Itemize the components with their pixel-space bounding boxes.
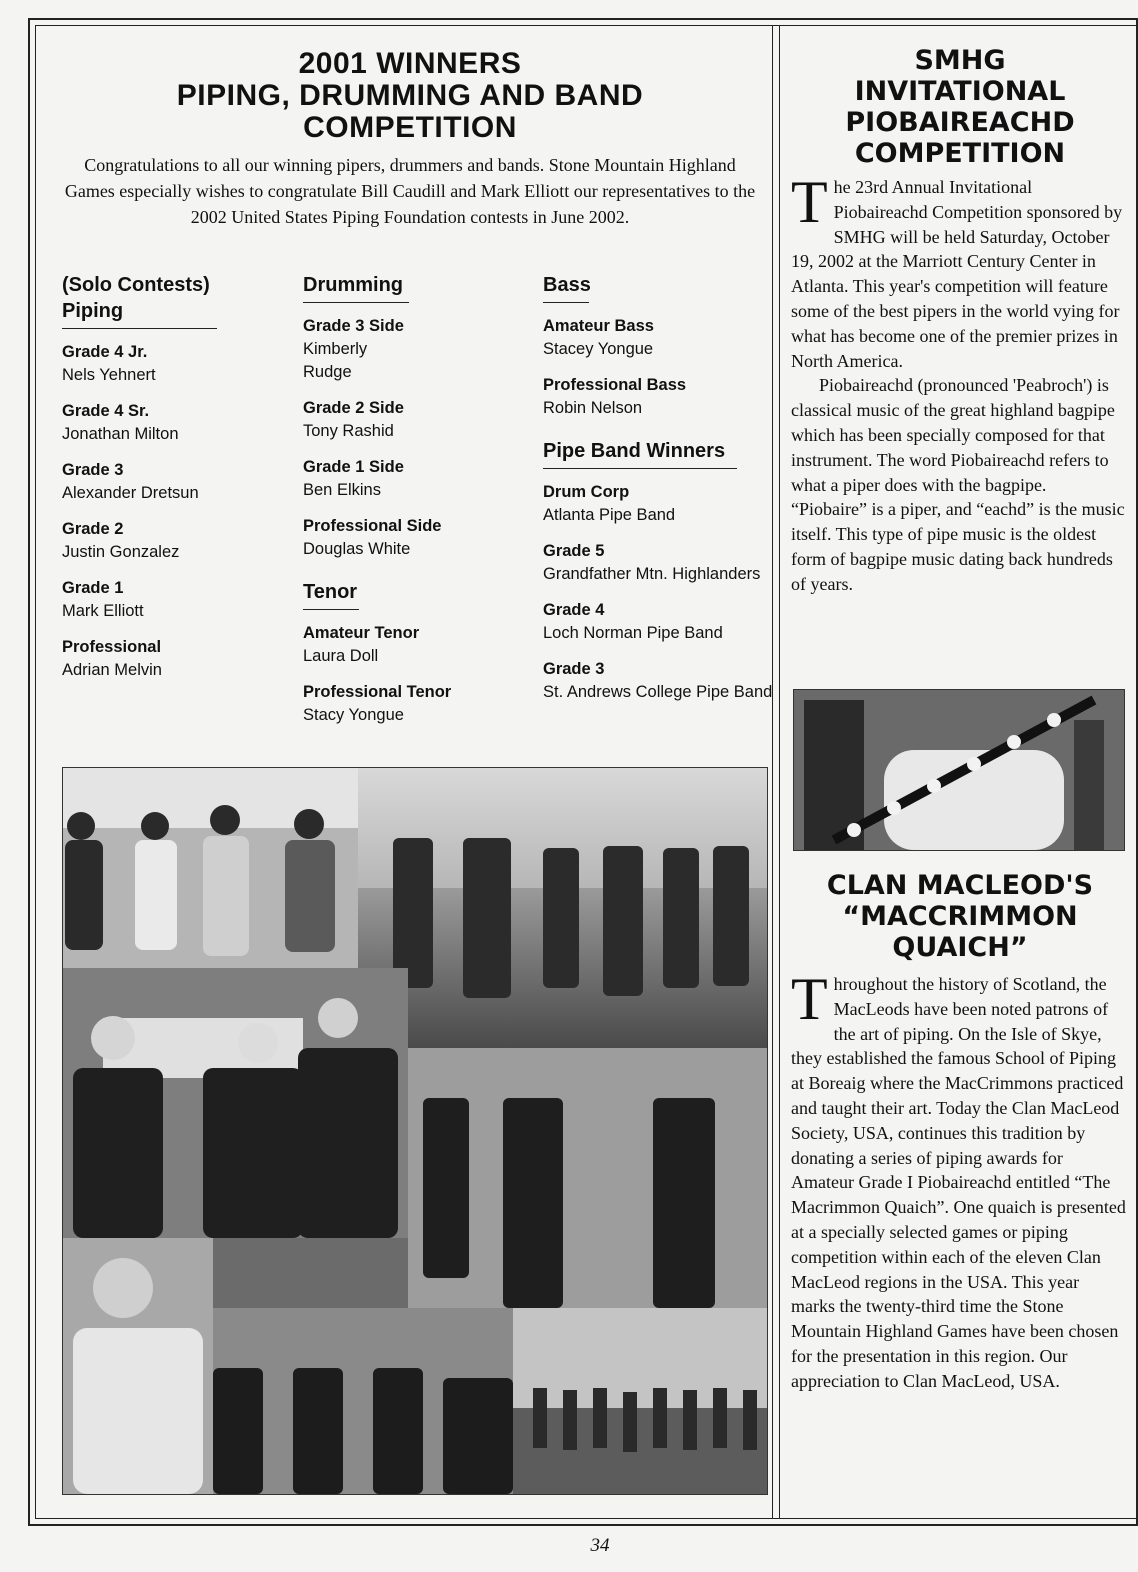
bass-entry xyxy=(543,374,737,420)
piping-grade: Professional xyxy=(62,638,162,656)
clan-macleod-title xyxy=(795,870,1125,963)
smhg-title-line3: PIOBAIREACHD xyxy=(845,107,1075,138)
column-divider-2 xyxy=(779,25,780,1519)
tenor-heading: Tenor xyxy=(303,579,359,610)
clan-dropcap: T xyxy=(791,966,828,1032)
piping-winner: Nels Yehnert xyxy=(62,366,156,384)
drumming-heading: Drumming xyxy=(303,272,409,303)
drumming-winner: Kimberly Rudge xyxy=(303,340,368,381)
piping-winner: Alexander Dretsun xyxy=(62,484,199,502)
smhg-paragraph-1 xyxy=(791,169,1126,373)
piping-entry xyxy=(62,341,217,387)
drumming-entry xyxy=(303,456,409,502)
drumming-winner: Tony Rashid xyxy=(303,422,394,440)
pipe-band-entry xyxy=(543,540,761,586)
drumming-grade: Grade 2 Side xyxy=(303,399,404,417)
bass-heading: Bass xyxy=(543,272,589,303)
pipe-band-entry xyxy=(543,481,737,527)
piping-heading xyxy=(62,272,217,329)
page-number: 34 xyxy=(590,1535,610,1556)
column-divider xyxy=(772,25,773,1519)
clan-title-line1: CLAN MACLEOD'S xyxy=(826,870,1094,901)
drumming-grade: Grade 1 Side xyxy=(303,458,404,476)
clan-title-line3: QUAICH” xyxy=(892,932,1028,963)
bass-winner: Stacey Yongue xyxy=(543,340,654,358)
bagpipe-photo xyxy=(793,689,1125,851)
piping-entry xyxy=(62,518,217,564)
drumming-entry xyxy=(303,397,409,443)
piping-winner: Adrian Melvin xyxy=(62,661,162,679)
smhg-article xyxy=(791,169,1126,597)
games-photo-collage xyxy=(62,767,768,1495)
piping-heading-line1: (Solo Contests) xyxy=(62,274,210,296)
bagpipe-photo-image xyxy=(794,690,1124,850)
drumming-grade: Professional Side xyxy=(303,517,442,535)
clan-paragraph-1 xyxy=(791,966,1126,1394)
pipe-band-grade: Grade 3 xyxy=(543,660,605,678)
bass-winner: Robin Nelson xyxy=(543,399,643,417)
piping-grade: Grade 4 Sr. xyxy=(62,402,150,420)
winners-title xyxy=(60,48,760,144)
smhg-title xyxy=(795,45,1125,169)
smhg-title-line1: SMHG xyxy=(914,45,1006,76)
smhg-title-line4: COMPETITION xyxy=(854,138,1066,169)
drumming-entry xyxy=(303,315,409,384)
bass-grade: Professional Bass xyxy=(543,376,687,394)
pipe-band-grade: Drum Corp xyxy=(543,483,630,501)
bass-column xyxy=(543,272,773,717)
piping-grade: Grade 4 Jr. xyxy=(62,343,148,361)
winners-title-line3: COMPETITION xyxy=(303,111,517,144)
pipe-band-entry xyxy=(543,599,737,645)
pipe-band-entry xyxy=(543,658,773,704)
pipe-band-grade: Grade 5 xyxy=(543,542,605,560)
tenor-winner: Stacy Yongue xyxy=(303,706,404,724)
tenor-grade: Amateur Tenor xyxy=(303,624,420,642)
winners-title-line2: PIPING, DRUMMING AND BAND xyxy=(176,79,644,112)
pipe-band-heading: Pipe Band Winners xyxy=(543,438,737,469)
pipe-band-grade: Grade 4 xyxy=(543,601,605,619)
piping-winner: Mark Elliott xyxy=(62,602,144,620)
pipe-band-winner: Loch Norman Pipe Band xyxy=(543,624,723,642)
winners-intro: Congratulations to all our winning pipers, drummers and bands. Stone Mountain Highland Games especially wishes to congratulate Bill Caudill and Mark Elliott our representatives to the 2002 United States Piping Foundation contests in June 2002. xyxy=(64,155,756,227)
piping-entry xyxy=(62,400,217,446)
piping-winner: Jonathan Milton xyxy=(62,425,179,443)
smhg-paragraph-2: Piobaireachd (pronounced 'Peabroch') is classical music of the great highland bagpipe which has been specially composed for that instrument. The word Piobaireachd refers to what a piper does with the bagpipe. “Piobaire” is a piper, and “eachd” is the music itself. This type of pipe music is the oldest form of bagpipe music dating back hundreds of years. xyxy=(791,375,1125,594)
drumming-grade: Grade 3 Side xyxy=(303,317,404,335)
drumming-column xyxy=(303,272,452,740)
pipe-band-winner: Grandfather Mtn. Highlanders xyxy=(543,565,761,583)
clan-p1-text: hroughout the history of Scotland, the MacLeods have been noted patrons of the art of piping. On the Isle of Skye, they established the famous School of Piping at Boreaig where the MacCrimmons practiced and taught their art. Today the Clan MacLeod Society, USA, continues this tradition by donating a series of piping awards for Amateur Grade I Piobaireachd entitled “The Macrimmon Quaich”. One quaich is presented at a specially selected games or piping competition within each of the eleven Clan MacLeod regions in the USA. This year marks the twenty-third time the Stone Mountain Highland Games have been chosen for the presentation in this region. Our appreciation to Clan MacLeod, USA. xyxy=(791,974,1126,1391)
piping-entry xyxy=(62,459,217,505)
smhg-p1-text: he 23rd Annual Invitational Piobaireachd Competition sponsored by SMHG will be held Saturday, October 19, 2002 at the Marriott Century Center in Atlanta. This year's competition will feature some of the best pipers in the world vying for what has become one of the premier prizes in North America. xyxy=(791,177,1123,371)
bass-grade: Amateur Bass xyxy=(543,317,654,335)
drumming-winner: Ben Elkins xyxy=(303,481,381,499)
tenor-grade: Professional Tenor xyxy=(303,683,452,701)
drumming-entry xyxy=(303,515,442,561)
bass-entry xyxy=(543,315,737,361)
piping-grade: Grade 3 xyxy=(62,461,124,479)
clan-macleod-article xyxy=(791,966,1126,1394)
tenor-entry xyxy=(303,681,452,727)
piping-heading-line2: Piping xyxy=(62,300,124,322)
tenor-entry xyxy=(303,622,420,668)
collage-photo xyxy=(63,768,767,1494)
piping-entry xyxy=(62,577,217,623)
piping-winner: Justin Gonzalez xyxy=(62,543,180,561)
drumming-winner: Douglas White xyxy=(303,540,411,558)
tenor-winner: Laura Doll xyxy=(303,647,379,665)
piping-grade: Grade 2 xyxy=(62,520,124,538)
piping-entry xyxy=(62,636,217,682)
clan-title-line2: “MACCRIMMON xyxy=(842,901,1078,932)
winners-title-line1: 2001 WINNERS xyxy=(298,47,522,80)
piping-column xyxy=(62,272,217,695)
pipe-band-winner: St. Andrews College Pipe Band xyxy=(543,683,773,701)
smhg-title-line2: INVITATIONAL xyxy=(854,76,1066,107)
piping-grade: Grade 1 xyxy=(62,579,124,597)
smhg-dropcap: T xyxy=(791,169,828,235)
pipe-band-winner: Atlanta Pipe Band xyxy=(543,506,676,524)
